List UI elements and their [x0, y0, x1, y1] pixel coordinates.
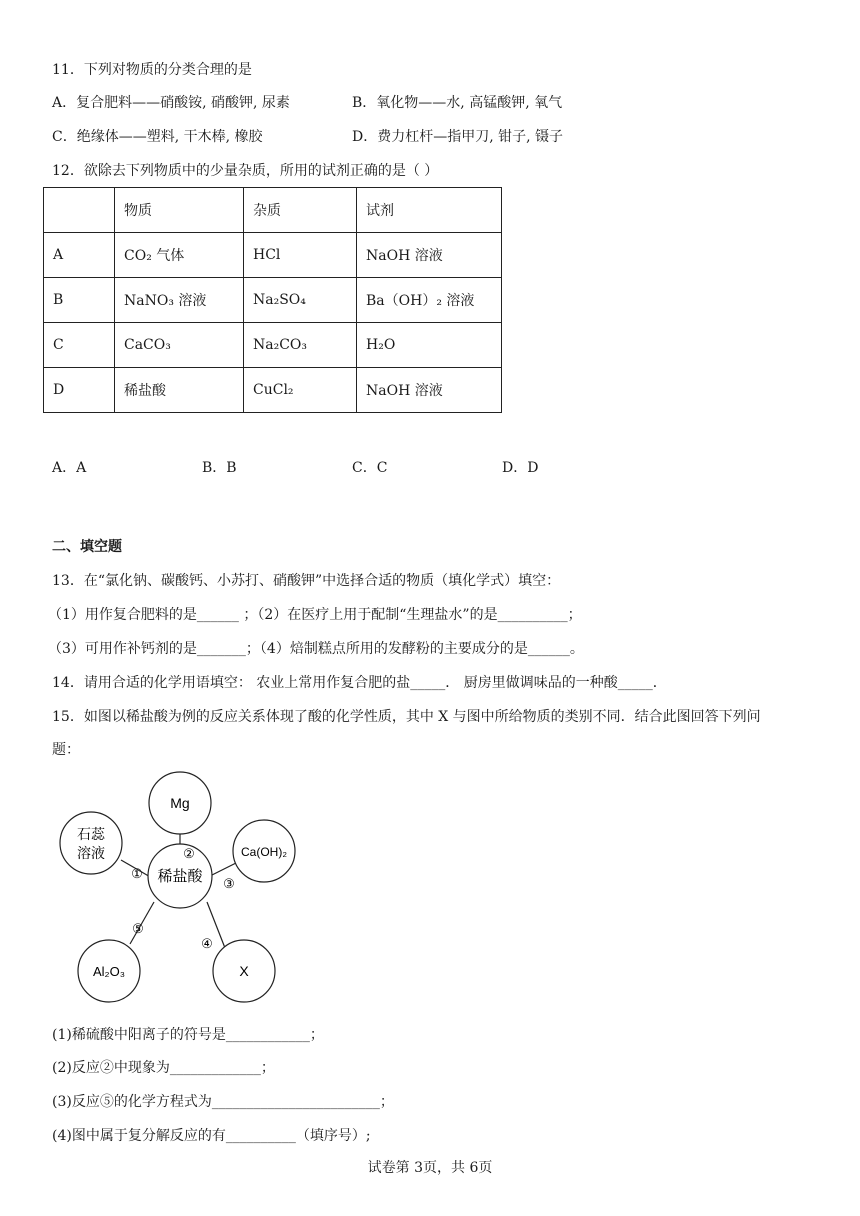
- litmus-label-1: 石蕊: [77, 826, 105, 842]
- table-cell: C: [44, 323, 115, 368]
- q12-option-c: C．C: [352, 460, 388, 476]
- q11-option-b: B．氧化物——水, 高锰酸钾, 氧气: [352, 95, 563, 111]
- q12-option-a: A．A: [52, 460, 87, 476]
- table-cell: D: [44, 368, 115, 413]
- table-cell: 稀盐酸: [115, 368, 244, 413]
- reaction-number: ④: [201, 936, 213, 951]
- q12-option-b: B．B: [202, 460, 237, 476]
- q13-stem: 13．在“氯化钠、碳酸钙、小苏打、硝酸钾”中选择合适的物质（填化学式）填空：: [52, 573, 561, 589]
- table-cell: CO₂ 气体: [115, 233, 244, 278]
- mg-label: Mg: [170, 795, 190, 811]
- table-header-cell: 物质: [115, 188, 244, 233]
- hcl-label: 稀盐酸: [157, 868, 203, 885]
- x-label: X: [239, 963, 249, 979]
- q12-option-d: D．D: [502, 460, 539, 476]
- q15-sub1: (1)稀硫酸中阳离子的符号是____________；: [52, 1027, 324, 1043]
- table-cell: A: [44, 233, 115, 278]
- reaction-number: ③: [223, 876, 235, 891]
- section-title: 二、填空题: [52, 539, 122, 555]
- reaction-diagram: [50, 770, 310, 1015]
- table-cell: CaCO₃: [115, 323, 244, 368]
- q11-option-a: A．复合肥料——硝酸铵, 硝酸钾, 尿素: [52, 95, 290, 111]
- q11-option-c: C．绝缘体——塑料, 干木棒, 橡胶: [52, 129, 263, 145]
- reaction-number: ①: [131, 866, 143, 881]
- q12-stem: 12．欲除去下列物质中的少量杂质，所用的试剂正确的是（ ）: [52, 163, 439, 179]
- litmus-label-2: 溶液: [77, 845, 105, 861]
- table-header-cell: 试剂: [357, 188, 502, 233]
- table-cell: NaNO₃ 溶液: [115, 278, 244, 323]
- table-header-cell: 杂质: [244, 188, 357, 233]
- q13-line2: （3）可用作补钙剂的是_______；（4）焙制糕点所用的发酵粉的主要成分的是______。: [48, 641, 584, 657]
- q15-sub4: (4)图中属于复分解反应的有__________（填序号）;: [52, 1128, 371, 1144]
- q11-option-d: D．费力杠杆—指甲刀, 钳子, 镊子: [352, 129, 564, 145]
- q15-sub3: (3)反应⑤的化学方程式为________________________；: [52, 1094, 394, 1110]
- table-row: [44, 278, 502, 323]
- table-cell: CuCl₂: [244, 368, 357, 413]
- table-header-row: [44, 188, 502, 233]
- table-cell: B: [44, 278, 115, 323]
- q12-table: [43, 187, 502, 413]
- reaction-number: ⑤: [132, 921, 144, 936]
- q11-stem: 11．下列对物质的分类合理的是: [52, 62, 252, 78]
- al2o3-label: Al₂O₃: [92, 964, 126, 979]
- table-cell: Na₂CO₃: [244, 323, 357, 368]
- q14-text: 14．请用合适的化学用语填空： 农业上常用作复合肥的盐_____． 厨房里做调味品的一种酸_____．: [52, 675, 667, 691]
- q15-stem-cont: 题：: [52, 742, 80, 758]
- table-header-cell: [44, 188, 115, 233]
- q15-stem: 15．如图以稀盐酸为例的反应关系体现了酸的化学性质，其中 X 与图中所给物质的类别不同．结合此图回答下列问: [52, 709, 761, 725]
- table-cell: H₂O: [357, 323, 502, 368]
- table-cell: HCl: [244, 233, 357, 278]
- litmus-circle: [60, 812, 122, 874]
- page-footer: 试卷第 3页，共 6页: [367, 1160, 493, 1176]
- q15-sub2: (2)反应②中现象为_____________；: [52, 1060, 275, 1076]
- table-cell: Ba（OH）₂ 溶液: [357, 278, 502, 323]
- table-cell: NaOH 溶液: [357, 233, 502, 278]
- table-cell: Na₂SO₄: [244, 278, 357, 323]
- reaction-number: ②: [183, 846, 195, 861]
- caoh2-label: Ca(OH)₂: [241, 845, 287, 859]
- q13-line1: （1）用作复合肥料的是______ ；（2）在医疗上用于配制“生理盐水”的是__________；: [48, 607, 582, 623]
- table-row: [44, 323, 502, 368]
- table-row: [44, 368, 502, 413]
- table-cell: NaOH 溶液: [357, 368, 502, 413]
- table-row: [44, 233, 502, 278]
